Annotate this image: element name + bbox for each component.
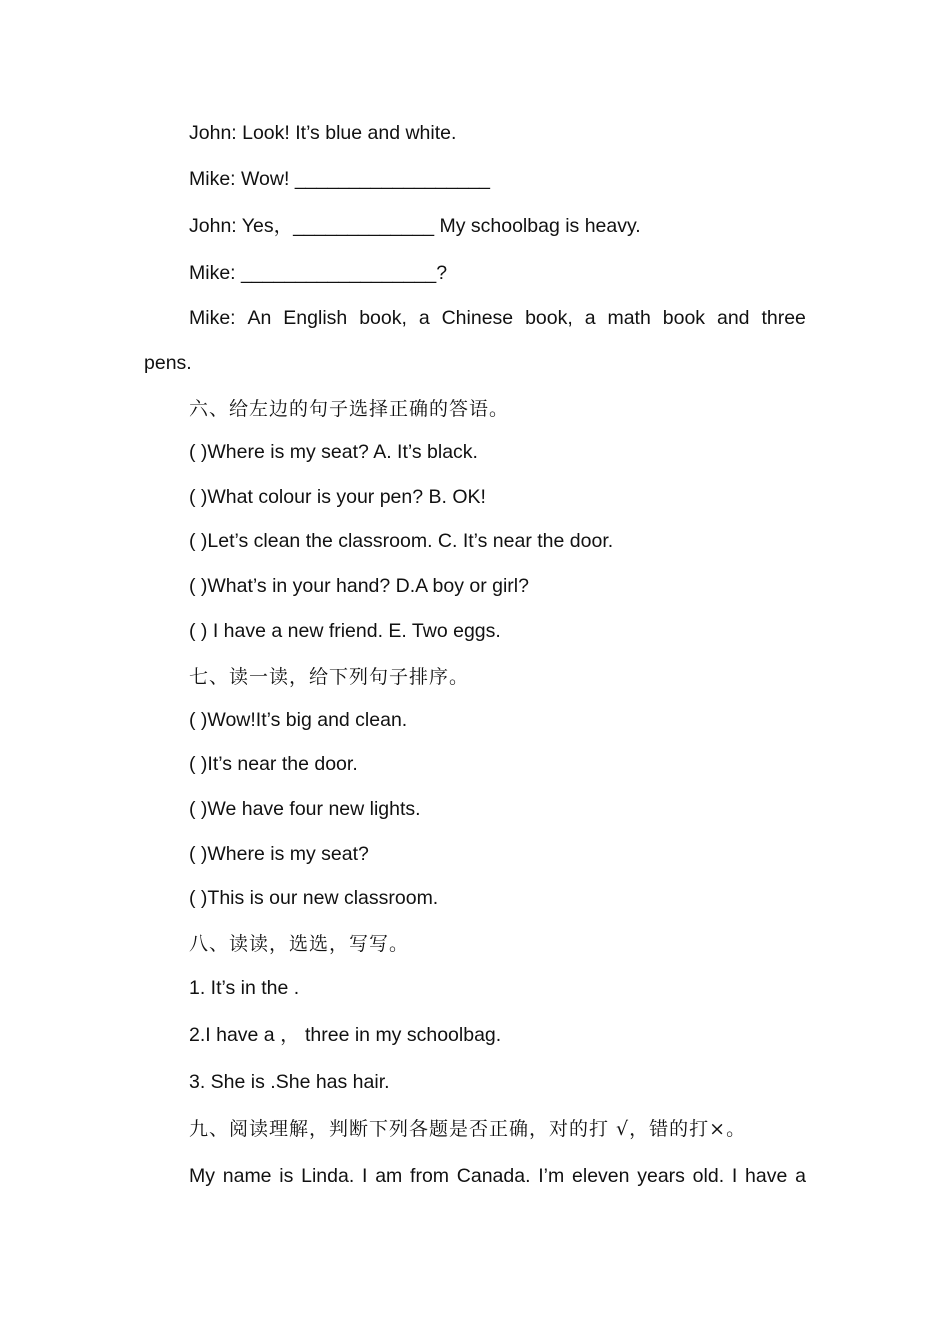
- word: Canada.: [456, 1165, 531, 1187]
- section-6-item-2: ( )What colour is your pen? B. OK!: [189, 486, 486, 508]
- word: I’m: [538, 1165, 565, 1187]
- word: Linda.: [301, 1165, 355, 1187]
- section-7-item-1: ( )Wow!It’s big and clean.: [189, 709, 408, 731]
- word: a: [795, 1165, 806, 1187]
- word: old.: [692, 1165, 725, 1187]
- section-6-item-4: ( )What’s in your hand? D.A boy or girl?: [189, 575, 529, 597]
- word: My: [189, 1165, 215, 1187]
- word: Mike:: [189, 307, 236, 329]
- word: An: [247, 307, 272, 329]
- section-7-heading: 七、读一读，给下列句子排序。: [189, 666, 470, 688]
- dialogue-line-3: John: Yes，_____________ My schoolbag is heavy.: [189, 215, 641, 237]
- dialogue-line-2: Mike: Wow! __________________: [189, 168, 491, 190]
- section-6-heading: 六、给左边的句子选择正确的答语。: [189, 398, 510, 420]
- section-6-item-3: ( )Let’s clean the classroom. C. It’s near the door.: [189, 530, 614, 552]
- section-7-item-3: ( )We have four new lights.: [189, 798, 421, 820]
- word: years: [637, 1165, 685, 1187]
- word: book: [662, 307, 706, 329]
- dialogue-line-1: John: Look! It’s blue and white.: [189, 122, 457, 144]
- dialogue-line-4: Mike: __________________?: [189, 262, 448, 284]
- section-6-item-1: ( )Where is my seat? A. It’s black.: [189, 441, 478, 463]
- word: Chinese: [441, 307, 514, 329]
- dialogue-line-5: [189, 306, 806, 330]
- section-6-item-5: ( ) I have a new friend. E. Two eggs.: [189, 620, 501, 642]
- section-7-item-2: ( )It’s near the door.: [189, 753, 358, 775]
- word: English: [283, 307, 348, 329]
- word: and: [716, 307, 750, 329]
- dialogue-line-5-continuation: pens.: [144, 352, 192, 374]
- section-8-item-2: 2.I have a ， three in my schoolbag.: [189, 1024, 502, 1046]
- section-7-item-4: ( )Where is my seat?: [189, 843, 369, 865]
- word: eleven: [572, 1165, 630, 1187]
- section-9-heading: 九、阅读理解，判断下列各题是否正确，对的打 √，错的打×。: [189, 1118, 747, 1140]
- word: three: [761, 307, 806, 329]
- word: math: [607, 307, 651, 329]
- word: have: [745, 1165, 788, 1187]
- section-8-item-1: 1. It’s in the .: [189, 977, 300, 999]
- word: a: [584, 307, 596, 329]
- section-9-passage-line-1: [189, 1164, 806, 1188]
- word: is: [279, 1165, 294, 1187]
- word: book,: [359, 307, 407, 329]
- word: I: [362, 1165, 368, 1187]
- section-8-heading: 八、读读，选选，写写。: [189, 933, 410, 955]
- section-8-item-3: 3. She is .She has hair.: [189, 1071, 390, 1093]
- section-7-item-5: ( )This is our new classroom.: [189, 887, 439, 909]
- word: I: [731, 1165, 738, 1187]
- word: name: [222, 1165, 272, 1187]
- word: from: [410, 1165, 450, 1187]
- word: a: [418, 307, 430, 329]
- word: book,: [525, 307, 573, 329]
- word: am: [375, 1165, 403, 1187]
